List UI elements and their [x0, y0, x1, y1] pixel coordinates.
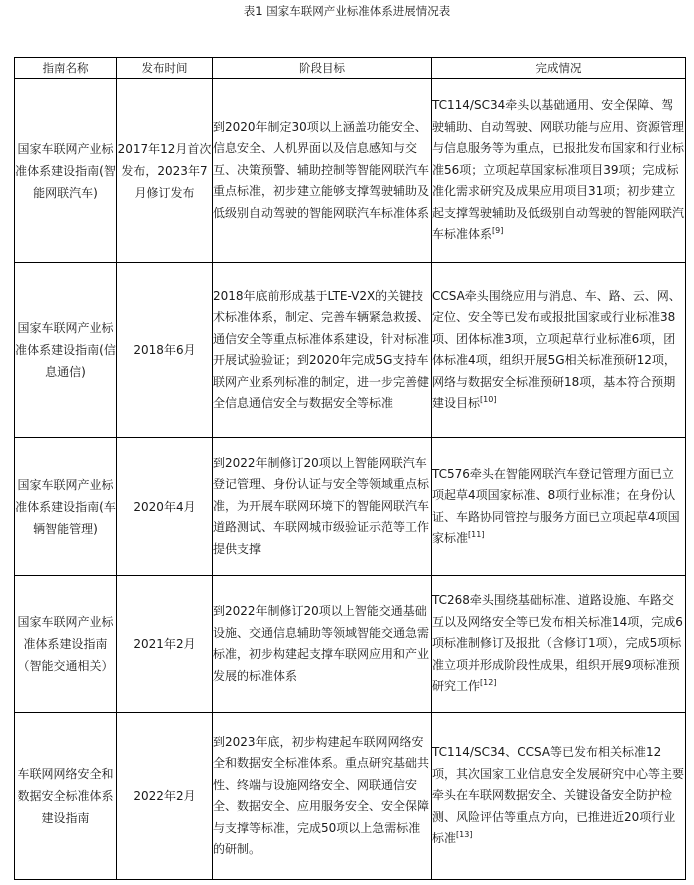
- header-completion-status: 完成情况: [432, 58, 686, 79]
- release-date-cell: 2022年2月: [117, 713, 213, 880]
- table-row: [15, 263, 686, 438]
- citation-ref: [12]: [480, 678, 497, 688]
- stage-goal-cell: 2018年底前形成基于LTE-V2X的关键技术标准体系，制定、完善车辆紧急救援、通信安全等重点标准体系建设，针对标准开展试验验证；到2020年完成5G支持车联网产业系列标准的制定，进一步完善健全信息通信安全与数据安全等标准: [213, 263, 432, 438]
- table-row: [15, 713, 686, 880]
- table-header-row: [15, 58, 686, 79]
- release-date-cell: 2021年2月: [117, 576, 213, 713]
- completion-status-cell: [432, 263, 686, 438]
- guide-name-cell: 国家车联网产业标准体系建设指南(车辆智能管理): [15, 438, 117, 576]
- status-text: CCSA牵头围绕应用与消息、车、路、云、网、定位、安全等已发布或报批国家或行业标准38项、团体标准3项，立项起草行业标准6项，团体标准4项，组织开展5G相关标准预研12项，网络与数据安全标准预研18项，基本符合预期建设目标: [432, 288, 681, 410]
- stage-goal-cell: 到2022年制修订20项以上智能网联汽车登记管理、身份认证与安全等领域重点标准，为开展车联网环境下的智能网联汽车道路测试、车联网城市级验证示范等工作提供支撑: [213, 438, 432, 576]
- stage-goal-cell: 到2023年底，初步构建起车联网网络安全和数据安全标准体系。重点研究基础共性、终端与设施网络安全、网联通信安全、数据安全、应用服务安全、安全保障与支撑等标准，完成50项以上急需标准的研制。: [213, 713, 432, 880]
- status-text: TC576牵头在智能网联汽车登记管理方面已立项起草4项国家标准、8项行业标准；在身份认证、车路协同管控与服务方面已立项起草4项国家标准: [432, 466, 680, 545]
- status-text: TC268牵头围绕基础标准、道路设施、车路交互以及网络安全等已发布相关标准14项，完成6项标准制修订及报批（含修订1项），完成5项标准立项并形成阶段性成果，组织开展9项标准预研究工作: [432, 593, 683, 694]
- completion-status-cell: [432, 438, 686, 576]
- completion-status-cell: [432, 576, 686, 713]
- release-date-cell: 2018年6月: [117, 263, 213, 438]
- guide-name-cell: 国家车联网产业标准体系建设指南（智能交通相关）: [15, 576, 117, 713]
- guide-name-cell: 国家车联网产业标准体系建设指南(信息通信): [15, 263, 117, 438]
- table-caption: 表1 国家车联网产业标准体系进展情况表: [243, 4, 451, 18]
- header-stage-goal: 阶段目标: [213, 58, 432, 79]
- header-release-date: 发布时间: [117, 58, 213, 79]
- citation-ref: [13]: [456, 830, 473, 840]
- citation-ref: [9]: [492, 226, 504, 236]
- citation-ref: [11]: [468, 530, 485, 539]
- stage-goal-cell: 到2020年制定30项以上涵盖功能安全、信息安全、人机界面以及信息感知与交互、决策预警、辅助控制等智能网联汽车重点标准，初步建立能够支撑驾驶辅助及低级别自动驾驶的智能网联汽车标准体系: [213, 79, 432, 263]
- header-guide-name: 指南名称: [15, 58, 117, 79]
- release-date-cell: 2020年4月: [117, 438, 213, 576]
- table-row: [15, 576, 686, 713]
- citation-ref: [10]: [480, 395, 497, 404]
- table-row: [15, 79, 686, 263]
- guide-name-cell: 车联网网络安全和数据安全标准体系建设指南: [15, 713, 117, 880]
- completion-status-cell: [432, 79, 686, 263]
- release-date-cell: 2017年12月首次发布，2023年7月修订发布: [117, 79, 213, 263]
- stage-goal-cell: 到2022年制修订20项以上智能交通基础设施、交通信息辅助等领域智能交通急需标准，初步构建起支撑车联网应用和产业发展的标准体系: [213, 576, 432, 713]
- standards-progress-table: [14, 57, 686, 880]
- guide-name-cell: 国家车联网产业标准体系建设指南(智能网联汽车): [15, 79, 117, 263]
- status-text: TC114/SC34、CCSA等已发布相关标准12项，其次国家工业信息安全发展研究中心等主要牵头在车联网数据安全、关键设备安全防护检测、风险评估等重点方向，已推进近20项行业标准: [432, 745, 685, 846]
- completion-status-cell: [432, 713, 686, 880]
- table-row: [15, 438, 686, 576]
- status-text: TC114/SC34牵头以基础通用、安全保障、驾驶辅助、自动驾驶、网联功能与应用、资源管理与信息服务等为重点，已报批发布国家和行业标准56项；立项起草国家标准项目39项；完成标准化需求研究及成果应用项目31项；初步建立起支撑驾驶辅助及低级别自动驾驶的智能网联汽车标准体系: [432, 98, 685, 242]
